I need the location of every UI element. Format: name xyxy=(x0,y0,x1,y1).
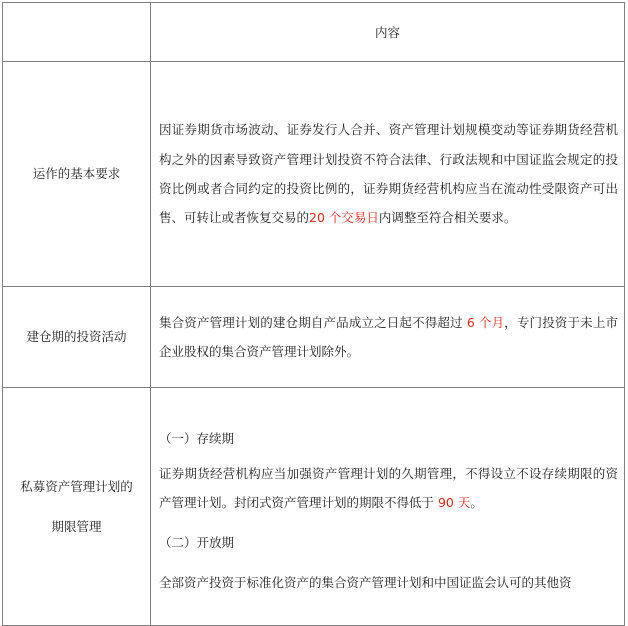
content-text: ，专门投资于未上市企业股权的集合资产管理计划除外。 xyxy=(159,314,618,359)
row-label: 建仓期的投资活动 xyxy=(3,287,151,388)
highlight-text: 6 个月 xyxy=(466,314,505,330)
row-label: 运作的基本要求 xyxy=(3,62,151,287)
row-label-line: 期限管理 xyxy=(51,518,102,534)
row-content xyxy=(151,62,625,287)
table-row xyxy=(3,287,625,388)
content-text: 内调整至符合相关要求。 xyxy=(378,210,517,226)
content-text: 证券期货经营机构应当加强资产管理计划的久期管理，不得设立不设存续期限的资产管理计划。封闭式资产管理计划的期限不得低于 xyxy=(159,465,618,510)
subsection-title: （一）存续期 xyxy=(159,430,235,446)
highlight-text: 20 个交易日 xyxy=(309,210,379,226)
content-text: 集合资产管理计划的建仓期自产品成立之日起不得超过 xyxy=(159,314,467,330)
header-cell-content: 内容 xyxy=(151,3,625,62)
table-row xyxy=(3,388,625,626)
content-text: 。 xyxy=(470,495,483,510)
row-content xyxy=(151,388,625,626)
header-cell-empty xyxy=(3,3,151,62)
row-label xyxy=(3,388,151,626)
row-label-line: 私募资产管理计划的 xyxy=(20,478,133,494)
subsection-title: （二）开放期 xyxy=(159,535,235,551)
subsection-body: 全部资产投资于标准化资产的集合资产管理计划和中国证监会认可的其他资 xyxy=(159,575,572,591)
table-header-row xyxy=(3,3,625,62)
table-row xyxy=(3,62,625,287)
row-content xyxy=(151,287,625,388)
subsection-body xyxy=(159,459,618,518)
content-text: 因证券期货市场波动、证券发行人合并、资产管理计划规模变动等证券期货经营机构之外的因素导致资产管理计划投资不符合法律、行政法规和中国证监会规定的投资比例或者合同约定的投资比例的，证券期货经营机构应当在流动性受限资产可出售、可转让或者恢复交易的 xyxy=(159,122,618,226)
highlight-text: 90 天 xyxy=(437,495,471,510)
content-table xyxy=(2,2,625,626)
